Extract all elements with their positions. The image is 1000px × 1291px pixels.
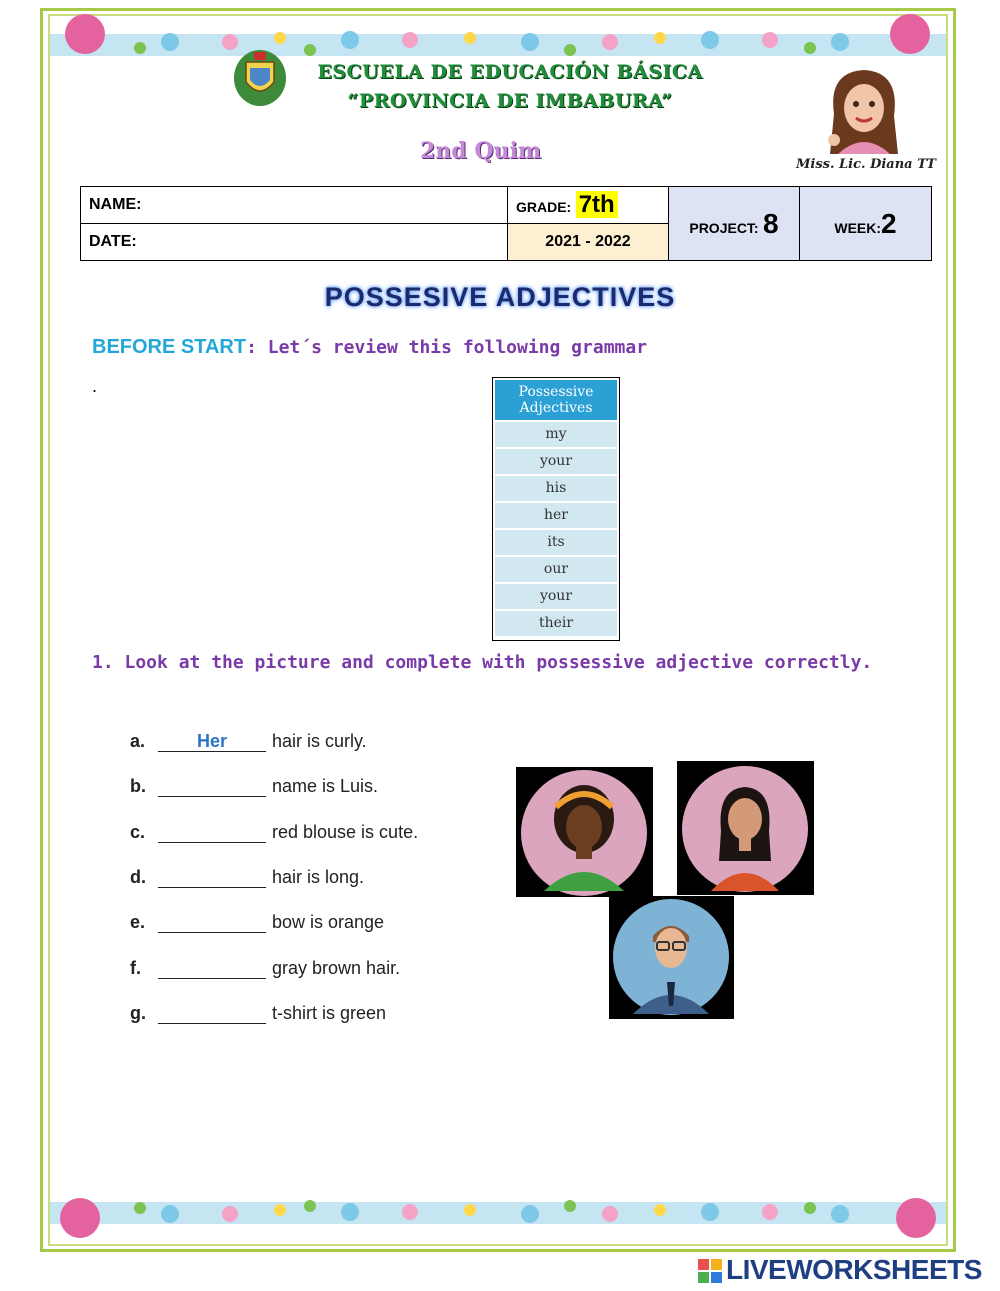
possessive-row: its [495, 530, 617, 555]
exercise-letter: d. [130, 866, 146, 887]
before-start-text: : Let´s review this following grammar [246, 337, 648, 358]
grade-label: GRADE: [516, 199, 572, 215]
exercise-item [130, 867, 364, 888]
student-info-table [80, 186, 932, 261]
project-cell [669, 187, 800, 261]
liveworksheets-logo-icon [698, 1259, 722, 1283]
exercise-item [130, 1003, 386, 1024]
exercise-instruction: 1. Look at the picture and complete with possessive adjective correctly. [92, 652, 873, 673]
school-year: 2021 - 2022 [508, 224, 669, 261]
picture-girl-curly-hair [516, 767, 653, 897]
stray-dot: . [92, 376, 98, 396]
possessive-row: our [495, 557, 617, 582]
answer-blank[interactable] [158, 1005, 266, 1024]
date-label: DATE: [89, 233, 137, 250]
name-label: NAME: [89, 196, 142, 213]
answer-blank[interactable] [158, 733, 266, 752]
exercise-letter: a. [130, 731, 146, 751]
exercise-letter: g. [130, 1002, 146, 1023]
school-name-line1: ESCUELA DE EDUCACIÓN BÁSICA [317, 61, 703, 83]
week-label: WEEK: [834, 219, 882, 236]
date-field[interactable] [81, 224, 508, 261]
possessive-row: her [495, 503, 617, 528]
school-name [300, 58, 720, 116]
school-name-line2: “PROVINCIA DE IMBABURA” [347, 90, 673, 112]
name-field[interactable] [81, 187, 508, 224]
possessive-row: your [495, 449, 617, 474]
page-title: POSSESIVE ADJECTIVES [324, 282, 676, 312]
picture-girl-long-hair [677, 761, 814, 895]
possessive-adjectives-table [492, 377, 620, 641]
exercise-item [130, 822, 418, 843]
possessive-row: his [495, 476, 617, 501]
before-start-label: BEFORE START [92, 336, 247, 358]
week-cell [800, 187, 932, 261]
grade-value: 7th [576, 191, 618, 218]
exercise-text: t-shirt is green [272, 1002, 387, 1023]
possessive-row: their [495, 611, 617, 636]
exercise-text: bow is orange [272, 912, 385, 933]
exercise-text: name is Luis. [272, 776, 379, 797]
picture-man-glasses [609, 896, 734, 1019]
exercise-letter: b. [130, 776, 146, 797]
answer-blank[interactable] [158, 869, 266, 888]
floral-border-bottom [50, 1180, 946, 1240]
before-start-line [92, 336, 647, 359]
exercise-text: gray brown hair. [272, 957, 401, 978]
answer-blank[interactable] [158, 824, 266, 843]
exercise-letter: e. [130, 912, 146, 933]
exercise-text: hair is curly. [272, 731, 367, 751]
possessive-header-line2: Adjectives [519, 400, 593, 416]
possessive-row: your [495, 584, 617, 609]
school-crest-logo [232, 48, 288, 108]
exercise-text: hair is long. [272, 866, 365, 887]
project-label: PROJECT: [689, 219, 759, 236]
exercise-letter: c. [130, 821, 146, 842]
week-value: 2 [881, 207, 897, 239]
teacher-name: Miss. Lic. Diana TT [796, 157, 936, 172]
exercise-text: red blouse is cute. [272, 821, 419, 842]
footer-brand: LIVEWORKSHEETS [726, 1254, 982, 1285]
answer-blank[interactable] [158, 960, 266, 979]
exercise-letter: f. [130, 957, 141, 978]
possessive-row: my [495, 422, 617, 447]
answer-blank[interactable] [158, 914, 266, 933]
exercise-item [130, 912, 384, 933]
exercise-item [130, 776, 378, 797]
term-label: 2nd Quim [420, 138, 542, 164]
exercise-item [130, 731, 367, 752]
possessive-header-line1: Possessive [518, 384, 594, 400]
exercise-item [130, 958, 400, 979]
grade-cell [508, 187, 669, 224]
possessive-table-header [495, 380, 617, 420]
teacher-avatar [818, 64, 910, 164]
answer-text: Her [196, 731, 227, 751]
project-value: 8 [763, 207, 779, 239]
answer-blank[interactable] [158, 778, 266, 797]
